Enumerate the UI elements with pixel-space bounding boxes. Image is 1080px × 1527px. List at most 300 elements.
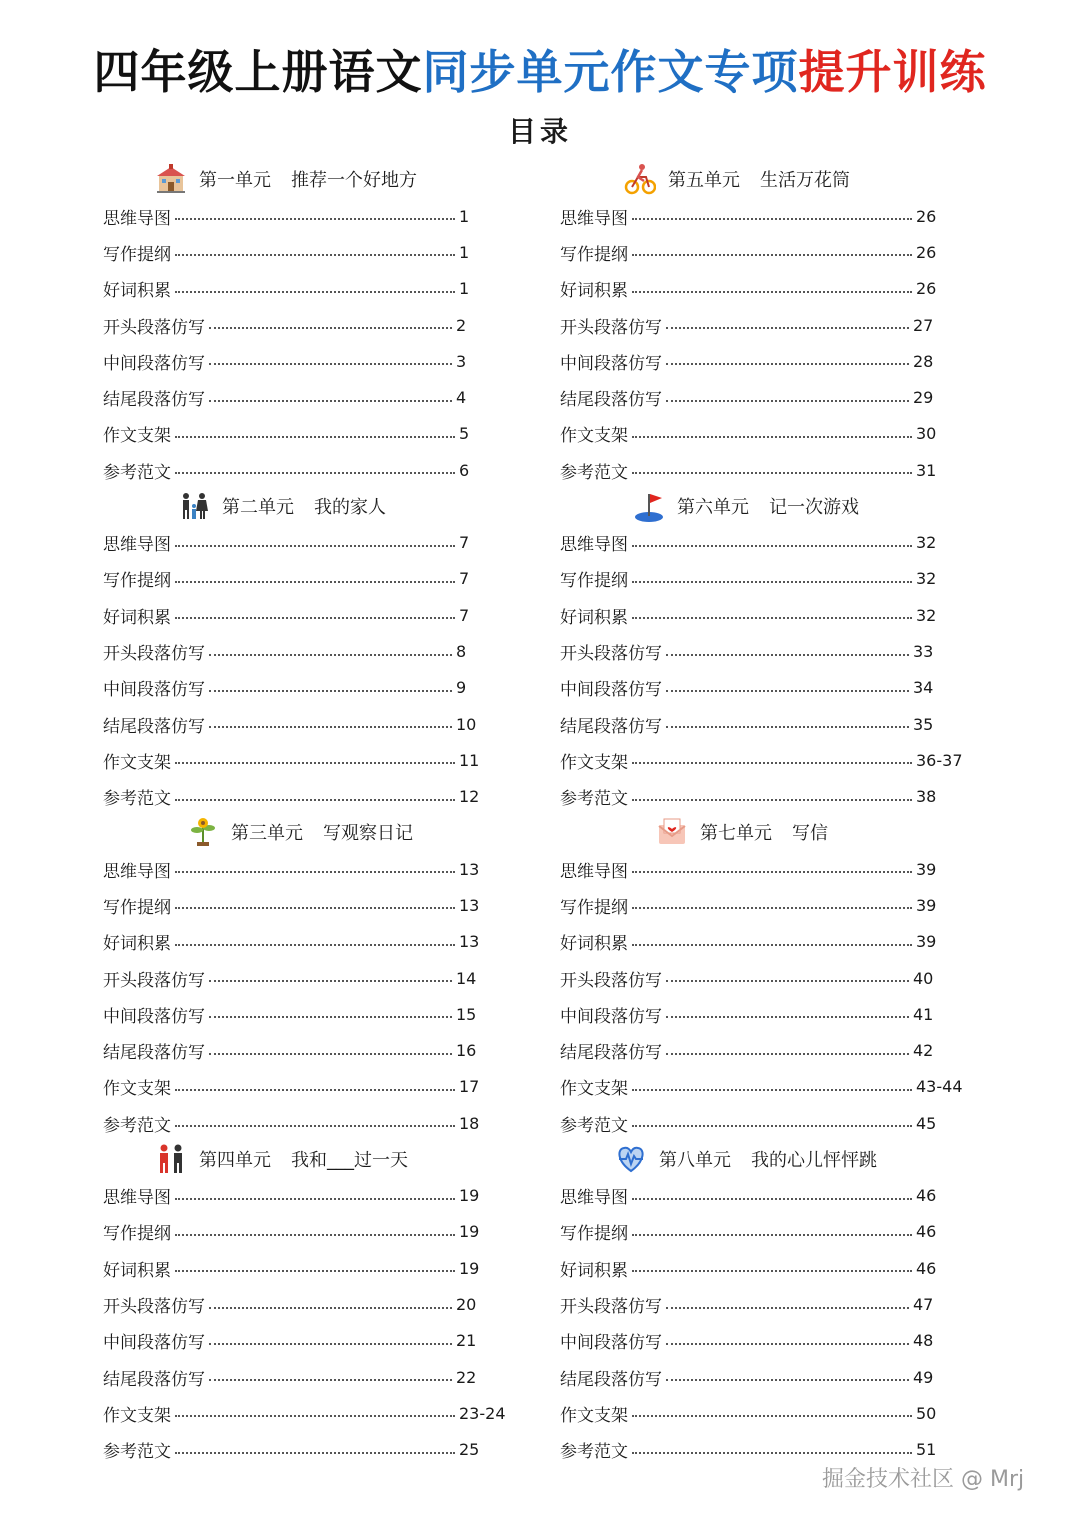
toc-entry-page-number: 33 [913, 642, 934, 662]
toc-entry-label: 开头段落仿写 [560, 1297, 662, 1318]
toc-entry-label: 好词积累 [103, 934, 171, 955]
dot-leader [209, 724, 452, 728]
dot-leader [175, 434, 455, 438]
toc-entry-page-number: 6 [459, 460, 470, 480]
toc-entry-label: 作文支架 [560, 1079, 628, 1100]
toc-entry-opening-paragraph[interactable] [103, 307, 523, 343]
toc-entry-page-number: 39 [916, 895, 937, 915]
toc-entry-label: 好词积累 [103, 607, 171, 628]
toc-entry-page-number: 49 [913, 1367, 934, 1387]
toc-entry-writing-outline[interactable] [103, 561, 523, 597]
toc-entry-label: 参考范文 [560, 789, 628, 810]
dot-leader [632, 434, 912, 438]
unit-header [103, 813, 523, 851]
toc-entry-page-number: 2 [456, 315, 467, 335]
unit-section-6 [560, 487, 980, 814]
toc-entry-page-number: 42 [913, 1041, 934, 1061]
dot-leader [632, 1196, 912, 1200]
toc-entry-label: 结尾段落仿写 [560, 1369, 662, 1390]
toc-entry-label: 思维导图 [560, 1188, 628, 1209]
toc-entry-label: 好词积累 [103, 281, 171, 302]
dot-leader [632, 760, 912, 764]
toc-entry-sample-essay[interactable] [103, 1105, 523, 1141]
toc-entry-label: 思维导图 [560, 208, 628, 229]
toc-entry-page-number: 48 [913, 1331, 934, 1351]
toc-entry-label: 结尾段落仿写 [103, 390, 205, 411]
toc-entry-page-number: 29 [913, 388, 934, 408]
dot-leader [175, 1450, 455, 1454]
toc-entry-page-number: 46 [916, 1222, 937, 1242]
dot-leader [666, 724, 909, 728]
toc-entry-label: 参考范文 [103, 1442, 171, 1463]
two-people-icon [155, 1143, 187, 1175]
toc-entry-label: 开头段落仿写 [103, 317, 205, 338]
unit-section-7 [560, 813, 980, 1140]
toc-entry-page-number: 32 [916, 569, 937, 589]
toc-entry-vocabulary[interactable] [103, 1250, 523, 1286]
toc-entry-page-number: 17 [459, 1077, 480, 1097]
toc-entry-writing-outline[interactable] [560, 234, 980, 270]
toc-entry-page-number: 45 [916, 1113, 937, 1133]
toc-entry-page-number: 39 [916, 859, 937, 879]
dot-leader [175, 579, 455, 583]
dot-leader [175, 1087, 455, 1091]
family-icon [178, 490, 210, 522]
unit-topic: 记一次游戏 [769, 496, 859, 518]
toc-entry-label: 参考范文 [560, 1115, 628, 1136]
toc-entry-label: 思维导图 [103, 1188, 171, 1209]
unit-number: 第五单元 [668, 170, 740, 191]
toc-entry-sample-essay[interactable] [103, 1432, 523, 1468]
toc-entry-page-number: 19 [459, 1258, 480, 1278]
toc-entry-vocabulary[interactable] [560, 924, 980, 960]
toc-entry-page-number: 36-37 [916, 750, 963, 770]
dot-leader [209, 1305, 452, 1309]
unit-topic: 推荐一个好地方 [291, 170, 417, 191]
toc-entry-ending-paragraph[interactable] [560, 706, 980, 742]
toc-heading: 目录 [507, 115, 572, 148]
toc-entry-label: 思维导图 [560, 861, 628, 882]
toc-entry-page-number: 7 [459, 569, 470, 589]
toc-entry-mind-map[interactable] [103, 198, 523, 234]
toc-entry-label: 中间段落仿写 [560, 1006, 662, 1027]
toc-entry-label: 结尾段落仿写 [103, 716, 205, 737]
toc-entry-ending-paragraph[interactable] [103, 706, 523, 742]
dot-leader [666, 1341, 909, 1345]
toc-entry-essay-scaffold[interactable] [560, 1069, 980, 1105]
toc-entry-sample-essay[interactable] [560, 1105, 980, 1141]
dot-leader [666, 1377, 909, 1381]
toc-entry-opening-paragraph[interactable] [560, 307, 980, 343]
toc-entry-page-number: 16 [456, 1041, 477, 1061]
dot-leader [175, 470, 455, 474]
toc-entry-label: 写作提纲 [103, 571, 171, 592]
toc-entry-essay-scaffold[interactable] [560, 742, 980, 778]
dot-leader [209, 1377, 452, 1381]
toc-entry-middle-paragraph[interactable] [103, 996, 523, 1032]
toc-entry-page-number: 11 [459, 750, 480, 770]
toc-entry-page-number: 43-44 [916, 1077, 963, 1097]
page-title [0, 36, 1080, 102]
toc-entry-label: 作文支架 [560, 426, 628, 447]
toc-entry-vocabulary[interactable] [560, 597, 980, 633]
flag-icon [633, 490, 665, 522]
toc-entry-label: 中间段落仿写 [103, 1333, 205, 1354]
toc-entry-page-number: 51 [916, 1440, 937, 1460]
toc-entry-label: 参考范文 [560, 1442, 628, 1463]
watermark: 掘金技术社区 @ Mrj [822, 1467, 1025, 1492]
dot-leader [175, 543, 455, 547]
dot-leader [175, 252, 455, 256]
building-icon [155, 163, 187, 195]
unit-topic: 生活万花筒 [760, 170, 850, 191]
unit-header [560, 813, 980, 851]
unit-number: 第三单元 [231, 823, 303, 844]
toc-entry-label: 好词积累 [560, 281, 628, 302]
toc-entry-page-number: 35 [913, 714, 934, 734]
unit-number: 第二单元 [222, 496, 294, 518]
toc-entry-middle-paragraph[interactable] [103, 343, 523, 379]
toc-entry-label: 思维导图 [103, 208, 171, 229]
toc-entry-page-number: 7 [459, 533, 470, 553]
dot-leader [175, 905, 455, 909]
dot-leader [632, 216, 912, 220]
toc-entry-vocabulary[interactable] [103, 597, 523, 633]
dot-leader [175, 1123, 455, 1127]
toc-entry-sample-essay[interactable] [560, 452, 980, 488]
toc-entry-page-number: 46 [916, 1186, 937, 1206]
toc-entry-label: 写作提纲 [103, 244, 171, 265]
toc-entry-page-number: 1 [459, 279, 470, 299]
toc-entry-middle-paragraph[interactable] [560, 996, 980, 1032]
toc-entry-sample-essay[interactable] [103, 452, 523, 488]
title-part-red: 提升训练 [798, 45, 987, 99]
toc-entry-writing-outline[interactable] [103, 887, 523, 923]
toc-entry-essay-scaffold[interactable] [103, 1395, 523, 1431]
dot-leader [666, 398, 909, 402]
toc-entry-label: 作文支架 [560, 752, 628, 773]
title-part-black: 四年级上册语文 [93, 45, 423, 99]
toc-entry-ending-paragraph[interactable] [103, 1359, 523, 1395]
unit-section-5 [560, 160, 980, 487]
toc-entry-label: 结尾段落仿写 [560, 716, 662, 737]
toc-entry-label: 结尾段落仿写 [560, 1043, 662, 1064]
toc-entry-page-number: 50 [916, 1403, 937, 1423]
dot-leader [666, 325, 909, 329]
toc-entry-label: 结尾段落仿写 [103, 1369, 205, 1390]
unit-header [103, 487, 523, 525]
dot-leader [666, 1051, 909, 1055]
toc-entry-page-number: 1 [459, 206, 470, 226]
toc-entry-vocabulary[interactable] [103, 271, 523, 307]
dot-leader [666, 688, 909, 692]
dot-leader [209, 1051, 452, 1055]
toc-entry-page-number: 40 [913, 968, 934, 988]
dot-leader [666, 652, 909, 656]
toc-entry-label: 参考范文 [103, 789, 171, 810]
toc-entry-label: 思维导图 [103, 861, 171, 882]
toc-entry-label: 参考范文 [560, 462, 628, 483]
dot-leader [632, 543, 912, 547]
toc-entry-sample-essay[interactable] [103, 779, 523, 815]
dot-leader [632, 905, 912, 909]
toc-column-right [560, 160, 980, 1466]
toc-entry-writing-outline[interactable] [103, 234, 523, 270]
toc-entry-page-number: 14 [456, 968, 477, 988]
toc-entry-page-number: 21 [456, 1331, 477, 1351]
dot-leader [209, 688, 452, 692]
toc-entry-page-number: 34 [913, 678, 934, 698]
toc-entry-essay-scaffold[interactable] [560, 416, 980, 452]
dot-leader [632, 1123, 912, 1127]
toc-entry-middle-paragraph[interactable] [560, 343, 980, 379]
dot-leader [632, 942, 912, 946]
unit-section-3 [103, 813, 523, 1140]
dot-leader [632, 1087, 912, 1091]
unit-topic: 写观察日记 [323, 823, 413, 844]
toc-entry-label: 结尾段落仿写 [560, 390, 662, 411]
toc-entry-label: 开头段落仿写 [103, 1297, 205, 1318]
toc-entry-writing-outline[interactable] [103, 1214, 523, 1250]
toc-entry-page-number: 23-24 [459, 1403, 506, 1423]
dot-leader [175, 869, 455, 873]
dot-leader [632, 615, 912, 619]
toc-entry-opening-paragraph[interactable] [560, 633, 980, 669]
toc-entry-label: 中间段落仿写 [560, 353, 662, 374]
dot-leader [632, 1268, 912, 1272]
dot-leader [666, 978, 909, 982]
unit-section-2 [103, 487, 523, 814]
toc-entry-page-number: 27 [913, 315, 934, 335]
toc-entry-writing-outline[interactable] [560, 561, 980, 597]
toc-entry-label: 开头段落仿写 [560, 970, 662, 991]
toc-entry-page-number: 26 [916, 206, 937, 226]
toc-entry-page-number: 19 [459, 1222, 480, 1242]
dot-leader [632, 1450, 912, 1454]
unit-topic: 我和___过一天 [291, 1149, 408, 1171]
dot-leader [175, 797, 455, 801]
unit-section-4 [103, 1140, 523, 1467]
toc-entry-label: 思维导图 [560, 535, 628, 556]
toc-entry-label: 写作提纲 [560, 571, 628, 592]
toc-entry-page-number: 25 [459, 1440, 480, 1460]
dot-leader [175, 615, 455, 619]
unit-number: 第七单元 [700, 823, 772, 844]
unit-number: 第四单元 [199, 1149, 271, 1171]
toc-entry-writing-outline[interactable] [560, 887, 980, 923]
dot-leader [632, 1232, 912, 1236]
dot-leader [175, 1196, 455, 1200]
toc-entry-page-number: 13 [459, 859, 480, 879]
toc-entry-label: 作文支架 [103, 1079, 171, 1100]
toc-entry-page-number: 13 [459, 932, 480, 952]
dot-leader [666, 361, 909, 365]
toc-entry-page-number: 4 [456, 388, 467, 408]
dot-leader [209, 1341, 452, 1345]
unit-topic: 写信 [792, 823, 828, 844]
toc-entry-page-number: 1 [459, 242, 470, 262]
toc-entry-page-number: 13 [459, 895, 480, 915]
toc-entry-mind-map[interactable] [103, 851, 523, 887]
toc-entry-mind-map[interactable] [560, 1178, 980, 1214]
toc-entry-vocabulary[interactable] [560, 271, 980, 307]
toc-entry-page-number: 30 [916, 424, 937, 444]
toc-entry-label: 作文支架 [560, 1405, 628, 1426]
plant-icon [187, 816, 219, 848]
toc-entry-ending-paragraph[interactable] [103, 1032, 523, 1068]
toc-entry-essay-scaffold[interactable] [103, 1069, 523, 1105]
dot-leader [632, 252, 912, 256]
toc-entry-mind-map[interactable] [560, 851, 980, 887]
toc-entry-mind-map[interactable] [560, 198, 980, 234]
toc-column-left [103, 160, 523, 1466]
toc-entry-page-number: 5 [459, 424, 470, 444]
toc-entry-page-number: 3 [456, 351, 467, 371]
unit-topic: 我的心儿怦怦跳 [751, 1149, 877, 1171]
toc-entry-label: 中间段落仿写 [103, 1006, 205, 1027]
toc-entry-label: 好词积累 [560, 1260, 628, 1281]
toc-entry-writing-outline[interactable] [560, 1214, 980, 1250]
toc-entry-middle-paragraph[interactable] [560, 670, 980, 706]
toc-entry-page-number: 19 [459, 1186, 480, 1206]
toc-entry-page-number: 22 [456, 1367, 477, 1387]
toc-entry-label: 结尾段落仿写 [103, 1043, 205, 1064]
toc-entry-page-number: 32 [916, 533, 937, 553]
dot-leader [666, 1305, 909, 1309]
toc-entry-essay-scaffold[interactable] [103, 742, 523, 778]
dot-leader [175, 1413, 455, 1417]
toc-entry-label: 写作提纲 [560, 897, 628, 918]
cyclist-icon [624, 163, 656, 195]
toc-entry-page-number: 10 [456, 714, 477, 734]
toc-entry-label: 思维导图 [103, 535, 171, 556]
toc-entry-label: 写作提纲 [103, 897, 171, 918]
title-part-blue: 同步单元作文专项 [422, 45, 799, 99]
toc-entry-mind-map[interactable] [560, 525, 980, 561]
toc-entry-page-number: 9 [456, 678, 467, 698]
unit-number: 第六单元 [677, 496, 749, 518]
dot-leader [175, 760, 455, 764]
toc-entry-label: 开头段落仿写 [103, 644, 205, 665]
unit-header [103, 1140, 523, 1178]
toc-entry-opening-paragraph[interactable] [103, 633, 523, 669]
toc-entry-sample-essay[interactable] [560, 779, 980, 815]
dot-leader [632, 869, 912, 873]
toc-entry-page-number: 46 [916, 1258, 937, 1278]
dot-leader [209, 1014, 452, 1018]
toc-entry-opening-paragraph[interactable] [560, 960, 980, 996]
toc-entry-essay-scaffold[interactable] [103, 416, 523, 452]
toc-entry-ending-paragraph[interactable] [560, 1032, 980, 1068]
toc-entry-label: 写作提纲 [560, 244, 628, 265]
toc-entry-label: 好词积累 [103, 1260, 171, 1281]
toc-entry-page-number: 26 [916, 242, 937, 262]
toc-entry-label: 中间段落仿写 [103, 353, 205, 374]
toc-entry-page-number: 7 [459, 605, 470, 625]
dot-leader [175, 942, 455, 946]
toc-entry-label: 好词积累 [560, 607, 628, 628]
dot-leader [632, 470, 912, 474]
heartbeat-icon [615, 1143, 647, 1175]
toc-entry-label: 开头段落仿写 [560, 644, 662, 665]
dot-leader [632, 1413, 912, 1417]
unit-header [103, 160, 523, 198]
toc-entry-mind-map[interactable] [103, 525, 523, 561]
dot-leader [175, 1232, 455, 1236]
dot-leader [175, 289, 455, 293]
toc-entry-ending-paragraph[interactable] [103, 379, 523, 415]
toc-entry-page-number: 26 [916, 279, 937, 299]
toc-entry-page-number: 31 [916, 460, 937, 480]
toc-entry-page-number: 15 [456, 1004, 477, 1024]
unit-header [560, 487, 980, 525]
toc-entry-page-number: 20 [456, 1295, 477, 1315]
toc-entry-label: 作文支架 [103, 426, 171, 447]
dot-leader [209, 978, 452, 982]
toc-entry-opening-paragraph[interactable] [103, 1286, 523, 1322]
unit-number: 第一单元 [199, 170, 271, 191]
dot-leader [632, 797, 912, 801]
dot-leader [632, 289, 912, 293]
unit-header [560, 160, 980, 198]
dot-leader [666, 1014, 909, 1018]
toc-entry-label: 参考范文 [103, 462, 171, 483]
toc-entry-label: 作文支架 [103, 752, 171, 773]
toc-entry-label: 好词积累 [560, 934, 628, 955]
toc-entry-essay-scaffold[interactable] [560, 1395, 980, 1431]
toc-entry-page-number: 28 [913, 351, 934, 371]
toc-entry-label: 开头段落仿写 [560, 317, 662, 338]
toc-entry-page-number: 41 [913, 1004, 934, 1024]
toc-entry-ending-paragraph[interactable] [560, 379, 980, 415]
unit-topic: 我的家人 [314, 496, 386, 518]
dot-leader [175, 1268, 455, 1272]
toc-entry-vocabulary[interactable] [560, 1250, 980, 1286]
toc-entry-page-number: 47 [913, 1295, 934, 1315]
unit-section-8 [560, 1140, 980, 1467]
toc-entry-label: 作文支架 [103, 1405, 171, 1426]
dot-leader [209, 398, 452, 402]
toc-entry-page-number: 39 [916, 932, 937, 952]
toc-entry-page-number: 18 [459, 1113, 480, 1133]
unit-number: 第八单元 [659, 1149, 731, 1171]
toc-entry-label: 中间段落仿写 [560, 1333, 662, 1354]
toc-entry-mind-map[interactable] [103, 1178, 523, 1214]
toc-entry-label: 写作提纲 [103, 1224, 171, 1245]
toc-entry-middle-paragraph[interactable] [560, 1323, 980, 1359]
toc-entry-middle-paragraph[interactable] [103, 670, 523, 706]
toc-entry-ending-paragraph[interactable] [560, 1359, 980, 1395]
toc-entry-page-number: 32 [916, 605, 937, 625]
toc-entry-label: 中间段落仿写 [560, 680, 662, 701]
toc-entry-middle-paragraph[interactable] [103, 1323, 523, 1359]
toc-entry-vocabulary[interactable] [103, 924, 523, 960]
toc-entry-page-number: 8 [456, 642, 467, 662]
dot-leader [209, 652, 452, 656]
toc-entry-label: 写作提纲 [560, 1224, 628, 1245]
toc-entry-opening-paragraph[interactable] [103, 960, 523, 996]
toc-entry-opening-paragraph[interactable] [560, 1286, 980, 1322]
unit-section-1 [103, 160, 523, 487]
dot-leader [209, 325, 452, 329]
toc-entry-page-number: 12 [459, 787, 480, 807]
toc-entry-label: 参考范文 [103, 1115, 171, 1136]
dot-leader [209, 361, 452, 365]
toc-entry-label: 中间段落仿写 [103, 680, 205, 701]
unit-header [560, 1140, 980, 1178]
toc-entry-page-number: 38 [916, 787, 937, 807]
toc-entry-label: 开头段落仿写 [103, 970, 205, 991]
